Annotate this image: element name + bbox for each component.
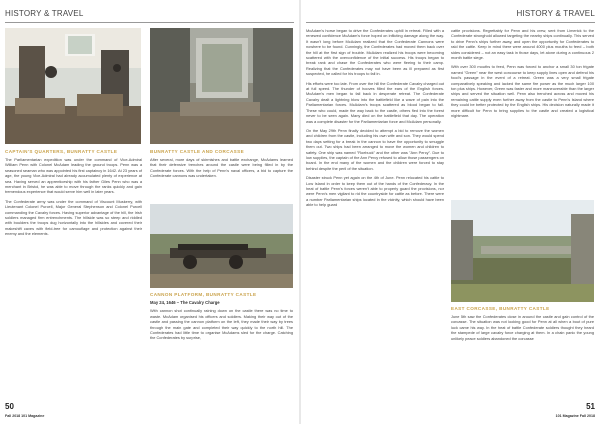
caption-captains-quarters: CAPTAIN'S QUARTERS, BUNRATTY CASTLE	[5, 149, 118, 154]
left-header-rule	[5, 22, 294, 23]
left-column-2	[150, 157, 293, 183]
caption-castle-corcasse: BUNRATTY CASTLE AND CORCASSE	[150, 149, 245, 154]
right-page-number: 51	[586, 402, 595, 411]
right-page	[301, 0, 600, 424]
paragraph: Disaster struck Penn yet again on the 4th of June. Penn relocated his cattle to Low Island in order to keep them out of the hands of the Confederacy. In the heat of battle Penn's forces weren't able to properly guard the provisions, nor were Penn's men vigilant to rid the countryside for cattle as before. There were a number Parliamentarian ships located in the vicinity, which should have been able to help guard	[306, 175, 444, 208]
paragraph: The Parliamentarian expedition was under the command of Vice-Admiral William Penn with Colonel McAdam leading the ground troops. Penn was a seasoned seaman who was appointed his first captaincy in 1642. At 23 years of age, the young Vice-Admiral had already accumulated plenty of experience at sea. Having served an apprenticeship with his father Giles Penn who was a merchant in Bristol, he was able to move through the ranks quickly and gain tremendous experience that would serve him well in later years.	[5, 157, 142, 195]
paragraph: With cannon shot continually raining down on the castle there was no time to waste. McAdam organised his officers and soldiers. Making their way out of the castle and passing the cannon platform on the left, they made their way by trees through the main gate and completed their way quickly to the north hill. The Confederates had little time to organise McAdams sled for the charge. Catching the Confederates by surprise,	[150, 308, 293, 341]
caption-east-corcasse: EAST CORCASSE, BUNRATTY CASTLE	[451, 306, 550, 311]
left-column-2b	[150, 300, 293, 345]
section-subhead: May 24, 1646 – The Cavalry Charge	[150, 300, 220, 305]
paragraph: After several, more days of skirmishes and battle exchange, McAdams learned that their defensive trenches around the castle were being filled in by the Confederate forces. With the help of Penn's naval officers, a bid to capture the Confederate cannons was undertaken.	[150, 157, 293, 179]
right-column-2b	[451, 314, 594, 345]
caption-cannon-platform: CANNON PLATFORM, BUNRATTY CASTLE	[150, 292, 257, 297]
paragraph: His efforts were too late. From over the hill the Confederate Cavalry charged out at full speed. The thunder of hooves filled the ears of the English forces. McAdam's men began to fall back in desperate retreat. The Confederate Cavalry dealt a lightning blow into the battlefield like a wave of pain into the Parliamentarian forces. McAdam's troops scattered as blood began to fall. These who could, made the way back to the castle, others fled into the forest never to be seen again. Many died on the battlefield that day. The operation was a complete disaster for the Parliamentarian force and McAdam personally.	[306, 80, 444, 124]
paragraph: McAdam's horse began to drive the Confederates uphill in retreat. Filled with a renewed confidence McAdam's force hoped on inflicting damage along the way. It wasn't long before McAdam realized that the Confederate Cannons were nowhere to be found. Cunningly, the Confederates had moved them back over the hill at the first sign of trouble. McAdam realized his troops were becoming scattered with the overconfidence of the initial success. His troops began to break rank and chase the Confederates who were fleeing to their camp. Realizing that the Confederates may not have been as ill prepared as first suspected, he called for his troops to fall in.	[306, 28, 444, 77]
left-page-number: 50	[5, 402, 14, 411]
right-column-1	[306, 28, 444, 212]
paragraph: June 5th saw the Confederates close in around the castle and gain control of the corcasse. The situation was not looking good for Penn at all when a bout of pure luck came his way. In the heat of battle Confederate soldiers thought they heard the stampede of large cavalry force charging at them. In a chain panic the young unlikely peace soldiers abandoned the corcasse	[451, 314, 594, 341]
east-corcasse-photo	[451, 200, 594, 302]
right-running-header: HISTORY & TRAVEL	[516, 9, 595, 18]
cannon-platform-photo	[150, 204, 293, 288]
paragraph: On the May 29th Penn finally decided to attempt a bid to remove the women and children from the castle, including his own wife and son. They would spend two days setting for a break in the cannon to have the opportunity to smuggle them out. Two ships had been arranged to move the women and children to safety. One ship was named "Roebuck" and the other was "Ann Percy". Due to low supplies, the captain of the Ann Percy refused to allow those passengers on board. In the end many of the women and the children were forced to stay behind despite the peril of the situation.	[306, 127, 444, 171]
paragraph: With over 300 mouths to feed, Penn was forced to anchor a small 30 ton frigate named "Green" near the west concourse to keep supply lines open and defend his food's passage in the event of a retreat. Green was a very small frigate comparatively speaking and lacked the same fire power as the much larger 100 ton plus ships. However, Green was faster and more maneuverable than the larger ships and served the situation well. Penn also trenched across and moved his remaining cattle supply even further away from the castle to Penn's Island where they could be better protected by the English ships. His decision naturally made it more difficult for Penn to bring supplies to the castle and created a logistical nightmare.	[451, 64, 594, 119]
right-header-rule	[306, 22, 595, 23]
left-page	[0, 0, 299, 424]
captains-quarters-photo	[5, 28, 141, 144]
castle-corcasse-photo	[150, 28, 293, 144]
left-column-1	[5, 157, 142, 241]
left-footer: Fall 2018 101 Magazine	[5, 414, 45, 418]
paragraph: cattle provisions. Regrettably for Penn and his crew, sent from Limerick to the Confederate stronghold allowed targeting the nearby ships continually. This served to drive Penn's ships further away, and open the opportunity for Confederates to raid the cattle. Keep in mind there were around 4000 plus mouths to feed – both sides considered – not an easy task in those days, let alone during a continuous 2 month battle siege.	[451, 28, 594, 61]
right-column-2	[451, 28, 594, 123]
paragraph: The Confederate army was under the command of Viscount Muskerry, with Lieutenant Colonel Purcell, Major General Stephenson and Colonel Purcell commanding the Cavalry forces. Having superior advantage of the hill, the Irish soldiers managed firm entrenchments. The hillside was so steep and riddled with boulders the troops dug horizontally into the hillsides and covered their makeshift caves with field-tree for camouflage and protection against their enemy and the elements.	[5, 198, 142, 237]
left-running-header: HISTORY & TRAVEL	[5, 9, 84, 18]
right-footer: 101 Magazine Fall 2018	[555, 414, 595, 418]
